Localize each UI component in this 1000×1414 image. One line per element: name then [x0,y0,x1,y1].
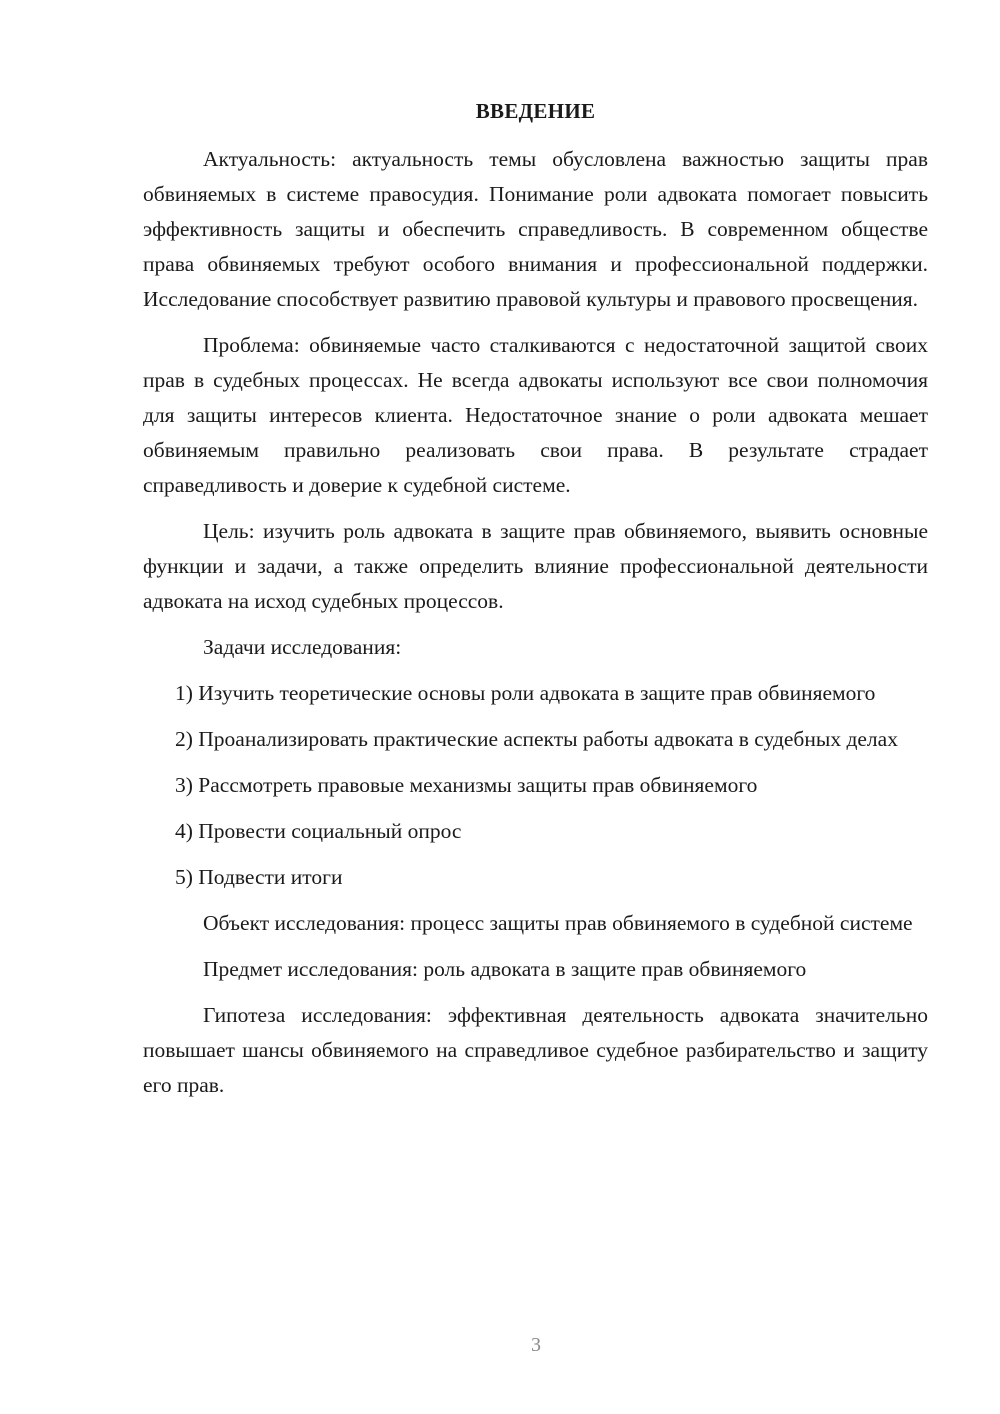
task-item: 5) Подвести итоги [175,865,343,889]
tasks-heading: Задачи исследования: [203,635,402,659]
relevance-paragraph: Актуальность: актуальность темы обусловлена важностью защиты прав обвиняемых в системе правосудия. Понимание роли адвоката помогает повысить эффективность защиты и обеспечить справедливость. В современном обществе права обвиняемых требуют особого внимания и профессиональной поддержки. Исследование способствует развитию правовой культуры и правового просвещения. [143,147,928,311]
goal-paragraph: Цель: изучить роль адвоката в защите прав обвиняемого, выявить основные функции и задачи, а также определить влияние профессиональной деятельности адвоката на исход судебных процессов. [143,519,928,613]
task-item: 3) Рассмотреть правовые механизмы защиты прав обвиняемого [175,773,758,797]
document-page [143,96,928,1114]
subject-paragraph: Предмет исследования: роль адвоката в защите прав обвиняемого [203,957,807,981]
task-item: 1) Изучить теоретические основы роли адвоката в защите прав обвиняемого [175,681,876,705]
problem-paragraph: Проблема: обвиняемые часто сталкиваются с недостаточной защитой своих прав в судебных процессах. Не всегда адвокаты используют все свои полномочия для защиты интересов клиента. Недостаточное знание о роли адвоката мешает обвиняемым правильно реализовать свои права. В результате страдает справедливость и доверие к судебной системе. [143,333,928,497]
task-item: 4) Провести социальный опрос [175,819,462,843]
page-number: 3 [531,1334,541,1356]
task-item: 2) Проанализировать практические аспекты работы адвоката в судебных делах [175,727,898,751]
hypothesis-paragraph: Гипотеза исследования: эффективная деятельность адвоката значительно повышает шансы обвиняемого на справедливое судебное разбирательство и защиту его прав. [143,1003,928,1097]
object-paragraph: Объект исследования: процесс защиты прав обвиняемого в судебной системе [203,911,913,935]
section-title: ВВЕДЕНИЕ [475,99,596,123]
